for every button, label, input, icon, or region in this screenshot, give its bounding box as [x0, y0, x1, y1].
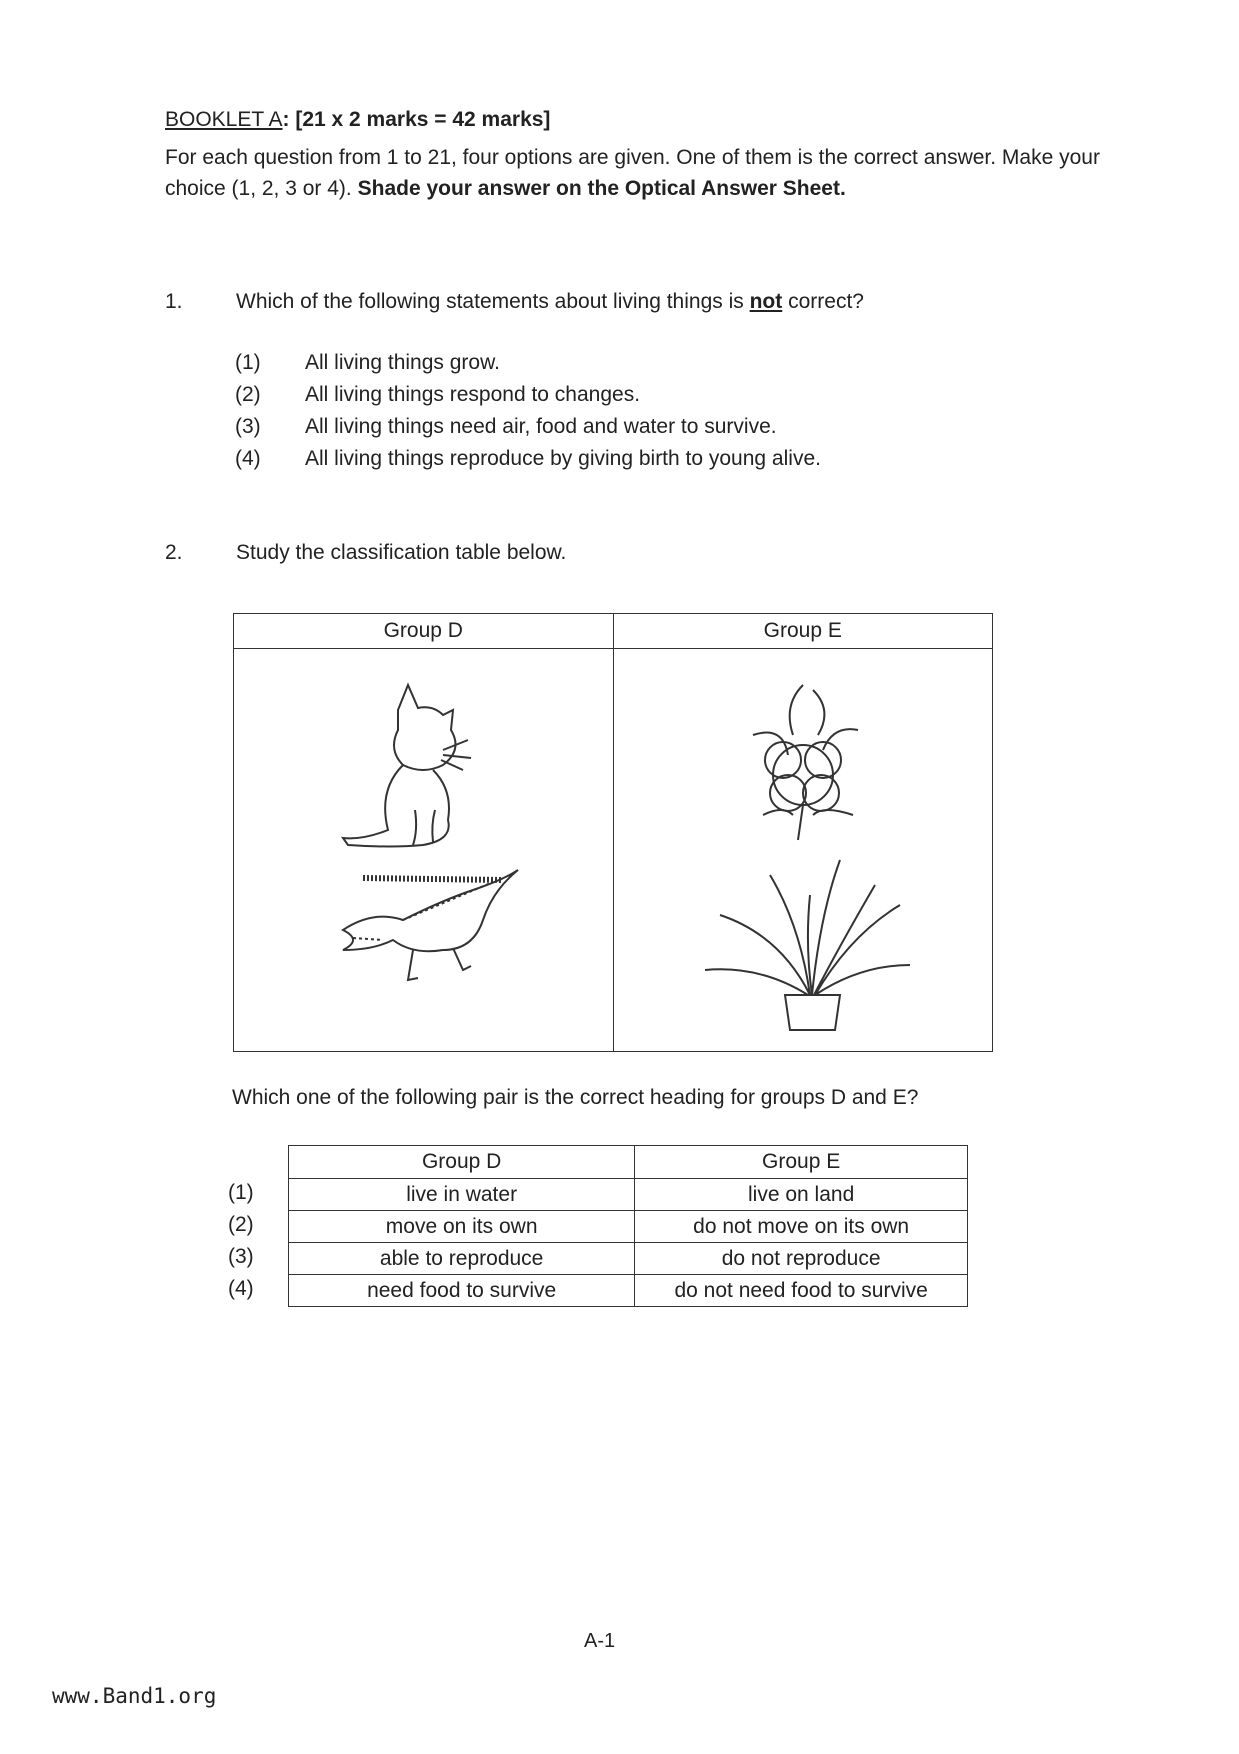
booklet-label: BOOKLET A [165, 108, 283, 131]
group-d-header: Group D [234, 614, 614, 649]
q1-option-1: All living things grow. [305, 351, 500, 374]
option-4-group-e: do not need food to survive [635, 1275, 968, 1307]
instructions-text: For each question from 1 to 21, four options are given. One of them is the correct answer. Make your choice (1, 2, 3 or 4). [165, 146, 1100, 200]
option-1-group-d: live in water [289, 1179, 635, 1211]
group-e-header: Group E [613, 614, 993, 649]
instructions-bold: Shade your answer on the Optical Answer Sheet. [357, 177, 846, 200]
answer-row-3 [289, 1243, 968, 1275]
option-3-group-d: able to reproduce [289, 1243, 635, 1275]
q1-option-3: All living things need air, food and water to survive. [305, 415, 777, 438]
option-2-group-e: do not move on its own [635, 1211, 968, 1243]
group-d-cell [234, 649, 614, 1052]
answer-header-e: Group E [635, 1146, 968, 1179]
page-number: A-1 [584, 1630, 616, 1652]
watermark-url: www.Band1.org [52, 1684, 217, 1708]
option-1-group-e: live on land [635, 1179, 968, 1211]
q1-stem-a: Which of the following statements about living things is [236, 290, 750, 313]
answer-header-d: Group D [289, 1146, 635, 1179]
cat-icon [303, 670, 543, 1030]
q2-option-3-label[interactable]: (3) [228, 1245, 254, 1268]
q2-option-1-label[interactable]: (1) [228, 1181, 254, 1204]
answer-row-1 [289, 1179, 968, 1211]
q2-option-2-label[interactable]: (2) [228, 1213, 254, 1236]
q1-option-2: All living things respond to changes. [305, 383, 641, 406]
instructions [165, 142, 1115, 204]
q2-question: Which one of the following pair is the correct heading for groups D and E? [232, 1086, 919, 1109]
q2-stem: Study the classification table below. [236, 541, 567, 564]
answer-row-4 [289, 1275, 968, 1307]
q1-option-2-label[interactable]: (2) [235, 383, 261, 406]
q1-option-3-label[interactable]: (3) [235, 415, 261, 438]
option-4-group-d: need food to survive [289, 1275, 635, 1307]
q1-stem-b: correct? [782, 290, 864, 313]
q1-option-4-label[interactable]: (4) [235, 447, 261, 470]
q1-option-4: All living things reproduce by giving birth to young alive. [305, 447, 821, 470]
q1-option-1-label[interactable]: (1) [235, 351, 261, 374]
answer-row-2 [289, 1211, 968, 1243]
option-3-group-e: do not reproduce [635, 1243, 968, 1275]
answer-options-table [288, 1145, 968, 1307]
option-2-group-d: move on its own [289, 1211, 635, 1243]
q1-number: 1. [165, 290, 183, 313]
q2-number: 2. [165, 541, 183, 564]
q1-stem-emph: not [749, 290, 783, 313]
booklet-heading [165, 108, 550, 132]
q2-option-4-label[interactable]: (4) [228, 1277, 254, 1300]
q1-stem [236, 286, 864, 317]
marks-summary: : [21 x 2 marks = 42 marks] [282, 108, 551, 131]
potted-plant-icon [700, 855, 920, 1045]
